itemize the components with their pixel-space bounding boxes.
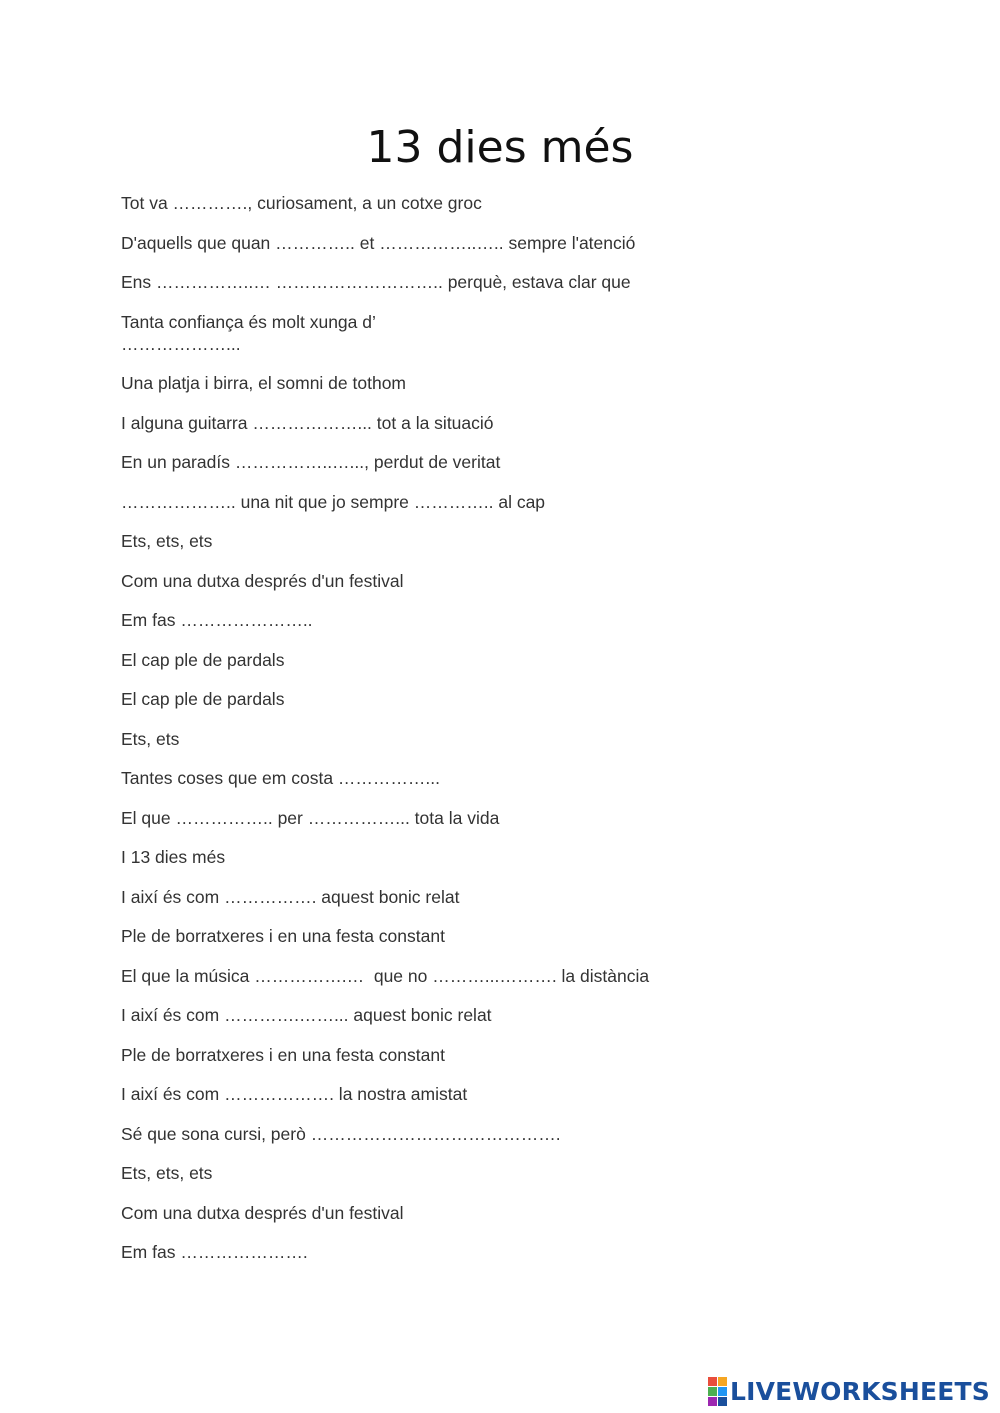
lyric-line: Ets, ets <box>121 728 180 749</box>
lyric-line: Ple de borratxeres i en una festa constant <box>121 926 445 946</box>
logo-square <box>708 1387 717 1396</box>
lyric-line: I així és com ……………. aquest bonic relat <box>121 886 460 907</box>
lyrics-list <box>121 192 881 1281</box>
lyric-line: Tanta confiança és molt xunga d’ ………………... <box>121 311 376 354</box>
lyric-line: Com una dutxa després d'un festival <box>121 570 404 591</box>
lyric-line: Tot va …………., curiosament, a un cotxe groc <box>121 193 482 213</box>
liveworksheets-logo-icon <box>708 1377 727 1406</box>
logo-square <box>718 1397 727 1406</box>
lyric-line: Ens ……………..… ……………………….. perquè, estava clar que <box>121 272 631 292</box>
lyric-line: Ple de borratxeres i en una festa constant <box>121 1044 445 1065</box>
lyric-line: I 13 dies més <box>121 847 226 867</box>
logo-square <box>708 1377 717 1386</box>
lyric-line: El cap ple de pardals <box>121 689 285 709</box>
lyric-line: El cap ple de pardals <box>121 649 285 670</box>
lyric-line: Com una dutxa després d'un festival <box>121 1202 404 1223</box>
lyric-line: Una platja i birra, el somni de tothom <box>121 373 406 393</box>
lyric-line: Em fas …………………. <box>121 1242 308 1262</box>
lyric-line: El que la música …………….… que no ………...………. la distància <box>121 965 650 986</box>
logo-square <box>718 1377 727 1386</box>
logo-text: LIVEWORKSHEETS <box>729 1376 990 1406</box>
lyric-line: D'aquells que quan ………….. et ……………..….. sempre l'atenció <box>121 232 636 253</box>
lyric-line: Ets, ets, ets <box>121 1163 213 1183</box>
lyric-line: En un paradís ……………..…..., perdut de veritat <box>121 452 501 472</box>
lyric-line: I així és com ………………. la nostra amistat <box>121 1084 468 1104</box>
page-title: 13 dies més <box>366 122 634 173</box>
lyric-line: I així és com ………….……... aquest bonic relat <box>121 1005 492 1025</box>
logo-square <box>708 1397 717 1406</box>
logo-square <box>718 1387 727 1396</box>
lyric-line: Em fas ………………….. <box>121 610 313 630</box>
lyric-line: Ets, ets, ets <box>121 531 213 551</box>
lyric-line: Sé que sona cursi, però ……………………………………. <box>121 1123 561 1144</box>
lyric-line: I alguna guitarra ………………... tot a la situació <box>121 412 494 433</box>
liveworksheets-logo[interactable] <box>708 1377 990 1405</box>
lyric-line: El que …………….. per ……………... tota la vida <box>121 807 500 828</box>
lyric-line: Tantes coses que em costa ……………... <box>121 768 441 788</box>
lyric-line: ……………….. una nit que jo sempre ………….. al cap <box>121 491 546 512</box>
